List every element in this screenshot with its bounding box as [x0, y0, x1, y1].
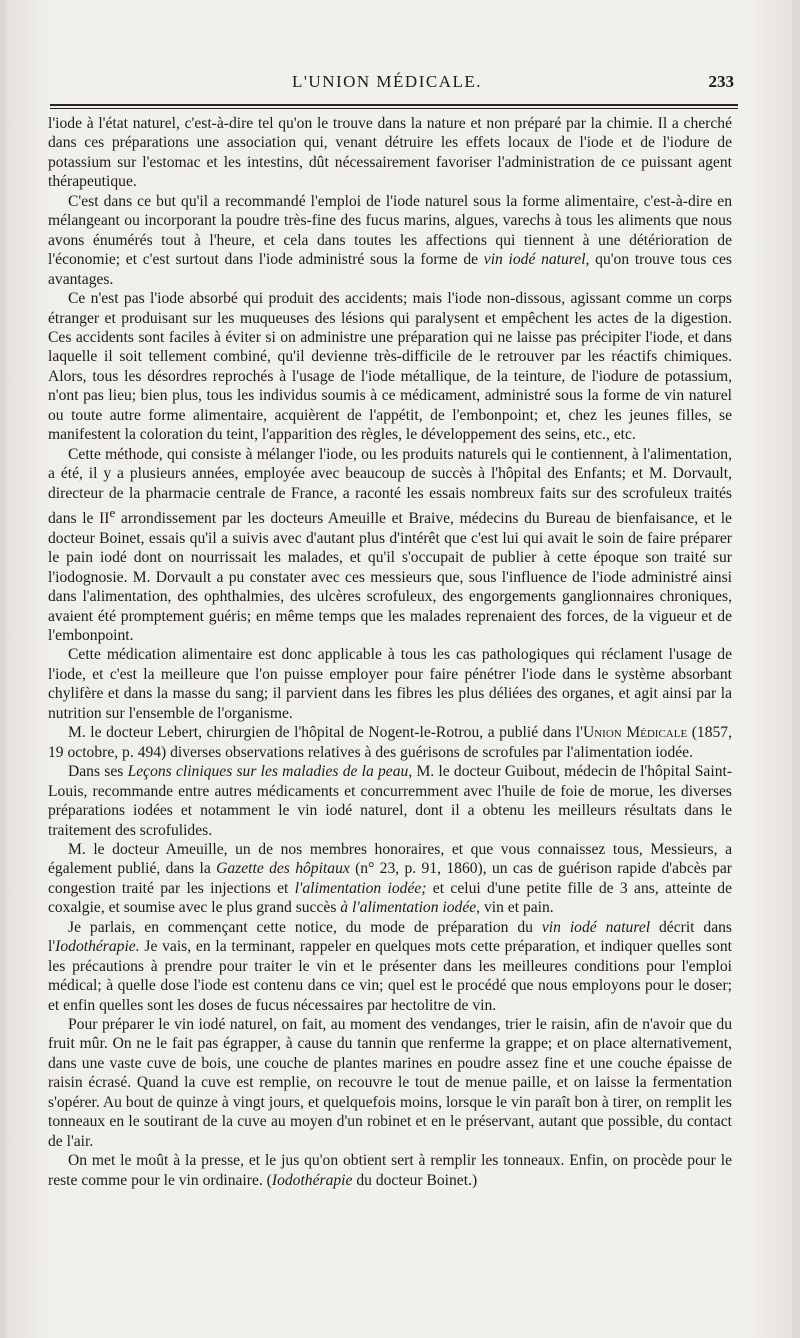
paragraph — [48, 114, 732, 192]
text-segment: e — [109, 505, 116, 521]
paragraph — [48, 840, 732, 918]
text-segment: l'iode à l'état naturel, c'est-à-dire tel qu'on le trouve dans la nature et non préparé par la chimie. Il a cherché dans ces préparations une association qui, venant détruire les effets locaux de l'iode et de l'iodure de potassium sur l'estomac et les intestins, dût nécessairement favoriser l'administration de ce puissant agent thérapeutique. — [48, 115, 732, 191]
text-segment: et celui d'une petite fille de 3 ans, atteinte de coxalgie, et soumise avec le plus grand succès — [48, 879, 732, 917]
text-segment: Iodothérapie — [271, 1171, 353, 1189]
text-segment: Leçons cliniques sur les maladies de la peau, — [127, 763, 413, 781]
paragraph — [48, 723, 732, 762]
paragraph — [48, 918, 732, 1015]
text-segment: vin et pain. — [480, 899, 554, 917]
paragraph — [48, 1015, 732, 1151]
text-segment: vin iodé naturel, — [483, 251, 590, 269]
text-segment: On met le moût à la presse, et le jus qu'on obtient sert à remplir les tonneaux. Enfin, on procède pour le reste comme pour le vin ordinaire. ( — [48, 1152, 732, 1189]
text-segment: Ce n'est pas l'iode absorbé qui produit des accidents; mais l'iode non-dissous, agissant comme un corps étranger et produisant sur les muqueuses des lésions qui paralysent et empêchent les actes de la digestion. Ces accidents sont faciles à éviter si on administre une préparation qui ne laisse pas précipiter l'iode, et dans laquelle il soit tellement combiné, qu'il devienne très-difficile de le retrouver par les réactifs chimiques. Alors, tous les désordres reprochés à l'usage de l'iode métallique, de la teinture, de l'iodure de potassium, n'ont pas lieu; bien plus, tous les individus soumis à ce médicament, administré sous la forme de vin naturel ou toute autre forme alimentaire, acquièrent de l'appétit, de l'embonpoint; et, chez les jeunes filles, se manifestent la coloration du teint, l'apparition des règles, le développement des seins, etc., etc. — [48, 290, 732, 444]
text-segment: Gazette des hôpitaux — [216, 860, 350, 878]
text-segment: à l'alimentation iodée, — [340, 899, 481, 917]
text-segment: C'est dans ce but qu'il a recommandé l'emploi de l'iode naturel sous la forme alimentaire, c'est-à-dire en mélangeant ou incorporant la poudre très-fine des fucus marins, algues, varechs à tous les aliments que nous avons énumérés tout à l'heure, et cela dans toutes les affections qui tiennent à une détérioration de l'économie; et c'est surtout dans l'iode administré sous la forme de — [48, 192, 732, 269]
paragraph — [48, 445, 732, 646]
paragraph — [48, 192, 732, 289]
running-title: L'UNION MÉDICALE. — [291, 72, 483, 91]
header-rule — [50, 104, 738, 109]
text-segment: Cette médication alimentaire est donc applicable à tous les cas pathologiques qui réclament l'usage de l'iode, et c'est la meilleure que l'on puisse employer pour faire pénétrer l'iode dans le système absorbant chylifère et dans la masse du sang; il parvient dans les fibres les plus déliées des organes, et agit ainsi par la nutrition sur l'ensemble de l'organisme. — [48, 646, 732, 722]
text-segment: M. le docteur Lebert, chirurgien de l'hôpital de Nogent-le-Rotrou, a publié dans l' — [68, 724, 583, 742]
body-text — [48, 114, 732, 1190]
text-segment: Cette méthode, qui consiste à mélanger l'iode, ou les produits naturels qui le contiennent, à l'alimentation, a été, il y a plusieurs années, employée avec beaucoup de succès à l'hôpital des Enfants; et M. Dorvault, directeur de la pharmacie centrale de France, a raconté les essais nombreux faits sur des scrofuleux traités dans le II — [48, 445, 732, 528]
paragraph — [48, 762, 732, 840]
text-segment: M. le docteur Guibout, médecin de l'hôpital Saint-Louis, recommande entre autres médicaments et concurremment avec l'huile de foie de morue, les diverses préparations iodées et notamment le vin iodé naturel, dont il a obtenu les meilleurs résultats dans le traitement des scrofulides. — [48, 763, 733, 839]
text-segment: décrit dans l' — [48, 918, 732, 956]
text-segment: vin iodé naturel — [541, 918, 651, 936]
text-segment: Union Médicale — [582, 724, 688, 742]
text-segment: Dans ses — [68, 763, 128, 781]
text-segment: Je vais, en la terminant, rappeler en quelques mots cette préparation, et indiquer quelles sont les précautions à prendre pour traiter le vin et le présenter dans les meilleures conditions pour l'emploi médical; à quelle dose l'iode est contenu dans ce vin; quel est le procédé que nous employons pour le doser; et enfin quelles sont les doses de fucus nécessaires par hectolitre de vin. — [48, 938, 732, 1014]
paragraph — [48, 289, 732, 445]
page-number: 233 — [708, 72, 734, 91]
text-segment: du docteur Boinet.) — [352, 1171, 478, 1189]
text-segment: Iodothérapie. — [55, 938, 140, 956]
paragraph — [48, 1151, 732, 1190]
text-segment: (1857, 19 octobre, p. 494) diverses observations relatives à des guérisons de scrofules par l'alimentation iodée. — [48, 724, 732, 761]
text-segment: qu'on trouve tous ces avantages. — [48, 251, 733, 288]
text-segment: l'alimentation iodée; — [294, 879, 427, 897]
paragraph — [48, 645, 732, 723]
text-segment: M. le docteur Ameuille, un de nos membres honoraires, et que vous connaissez tous, Messieurs, a également publié, dans la — [48, 840, 732, 878]
page — [6, 0, 792, 1338]
text-segment: arrondissement par les docteurs Ameuille et Braive, médecins du Bureau de bienfaisance, et le docteur Boinet, essais qu'il a suivis avec d'autant plus d'intérêt que c'est lui qui avait le soin de faire préparer le pain iodé dont on nourrissait les malades, et qu'il s'occupait de publier à cette époque son traité sur l'iodognosie. M. Dorvault a pu constater avec ces messieurs que, sous l'influence de l'iode administré ainsi dans l'alimentation, des ophthalmies, des ulcères scrofuleux, des engorgements ganglionnaires chroniques, avaient été promptement guéris; en même temps que les malades reprenaient des forces, de la vigueur et de l'embonpoint. — [48, 510, 732, 644]
text-segment: Pour préparer le vin iodé naturel, on fait, au moment des vendanges, trier le raisin, afin de n'avoir que du fruit mûr. On ne le fait pas égrapper, à cause du tannin que renferme la grappe; et on place alternativement, dans une vaste cuve de bois, une couche de plantes marines en poudre assez fine et une couche épaisse de raisin écrasé. Quand la cuve est remplie, on recouvre le tout de menue paille, et on laisse la fermentation s'opérer. Au bout de quinze à vingt jours, et quelquefois moins, lorsque le vin paraît bon à tirer, on remplit les tonneaux en le soutirant de la cuve au moyen d'un robinet et en le préservant, autant que possible, du contact de l'air. — [48, 1016, 732, 1150]
text-segment: Je parlais, en commençant cette notice, du mode de préparation du — [68, 918, 542, 936]
page-header — [40, 72, 734, 98]
text-segment: (n° 23, p. 91, 1860), un cas de guérison rapide d'abcès par congestion traité par les injections et — [48, 860, 732, 897]
